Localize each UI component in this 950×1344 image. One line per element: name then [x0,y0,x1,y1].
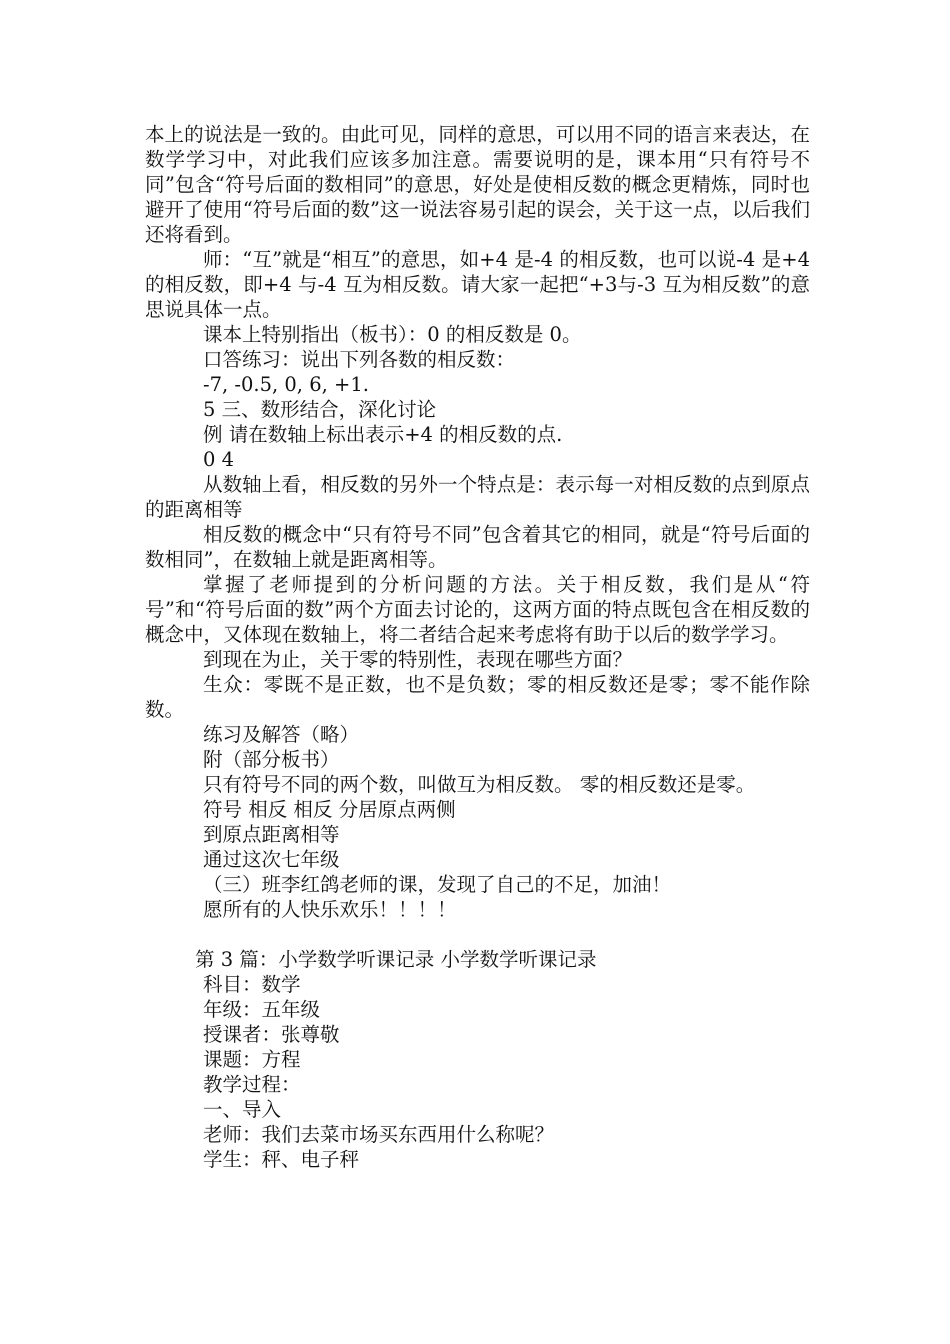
section-line-topic: 课题：方程 [203,1048,301,1071]
section-spacer [145,922,810,947]
paragraph-15: 附（部分板书） [203,748,340,771]
section-line-subject: 科目：数学 [203,973,301,996]
paragraph-21: 愿所有的人快乐欢乐！！！！ [203,898,457,921]
paragraph-17: 符号 相反 相反 分居原点两侧 [203,798,456,821]
paragraph-13: 生众：零既不是正数，也不是负数；零的相反数还是零；零不能作除数。 [145,673,810,721]
paragraph-16: 只有符号不同的两个数，叫做互为相反数。 零的相反数还是零。 [203,773,756,796]
paragraph-4: 口答练习：说出下列各数的相反数： [203,348,516,371]
section-line-teacher: 授课者：张尊敬 [203,1023,340,1046]
section-line-student-answer: 学生：秤、电子秤 [203,1148,360,1171]
paragraph-20: （三）班李红鸽老师的课，发现了自己的不足，加油！ [203,873,672,896]
paragraph-18: 到原点距离相等 [203,823,340,846]
section-title: 第 3 篇：小学数学听课记录 小学数学听课记录 [195,948,597,971]
paragraph-10: 相反数的概念中“只有符号不同”包含着其它的相同，就是“符号后面的数相同”，在数轴上就是距离相等。 [145,523,810,571]
section-line-process: 教学过程： [203,1073,301,1096]
paragraph-3: 课本上特别指出（板书）：0 的相反数是 0。 [203,323,582,346]
paragraph-19: 通过这次七年级 [203,848,340,871]
paragraph-14: 练习及解答（略） [203,723,360,746]
paragraph-6: 5 三、数形结合，深化讨论 [203,398,437,421]
paragraph-7: 例 请在数轴上标出表示+4 的相反数的点. [203,423,563,446]
paragraph-2: 师：“互”就是“相互”的意思，如+4 是-4 的相反数，也可以说-4 是+4 的相反数，即+4 与-4 互为相反数。请大家一起把“+3与-3 互为相反数”的意思说具体一点。 [145,248,810,321]
section-line-intro: 一、导入 [203,1098,282,1121]
paragraph-9: 从数轴上看，相反数的另外一个特点是：表示每一对相反数的点到原点的距离相等 [145,473,810,521]
paragraph-8: 0 4 [203,448,235,471]
paragraph-5: -7, -0.5, 0, 6, +1. [203,373,369,396]
paragraph-11: 掌握了老师提到的分析问题的方法。关于相反数，我们是从“符号”和“符号后面的数”两个方面去讨论的，这两方面的特点既包含在相反数的概念中，又体现在数轴上，将二者结合起来考虑将有助于以后的数学学习。 [145,573,810,646]
paragraph-12: 到现在为止，关于零的特别性，表现在哪些方面？ [203,648,633,671]
section-line-teacher-question: 老师：我们去菜市场买东西用什么称呢？ [203,1123,555,1146]
paragraph-1: 本上的说法是一致的。由此可见，同样的意思，可以用不同的语言来表达，在数学学习中，对此我们应该多加注意。需要说明的是，课本用“只有符号不同”包含“符号后面的数相同”的意思，好处是使相反数的概念更精炼，同时也避开了使用“符号后面的数”这一说法容易引起的误会，关于这一点，以后我们还将看到。 [145,123,810,246]
document-body [145,122,810,1172]
section-line-grade: 年级：五年级 [203,998,321,1021]
